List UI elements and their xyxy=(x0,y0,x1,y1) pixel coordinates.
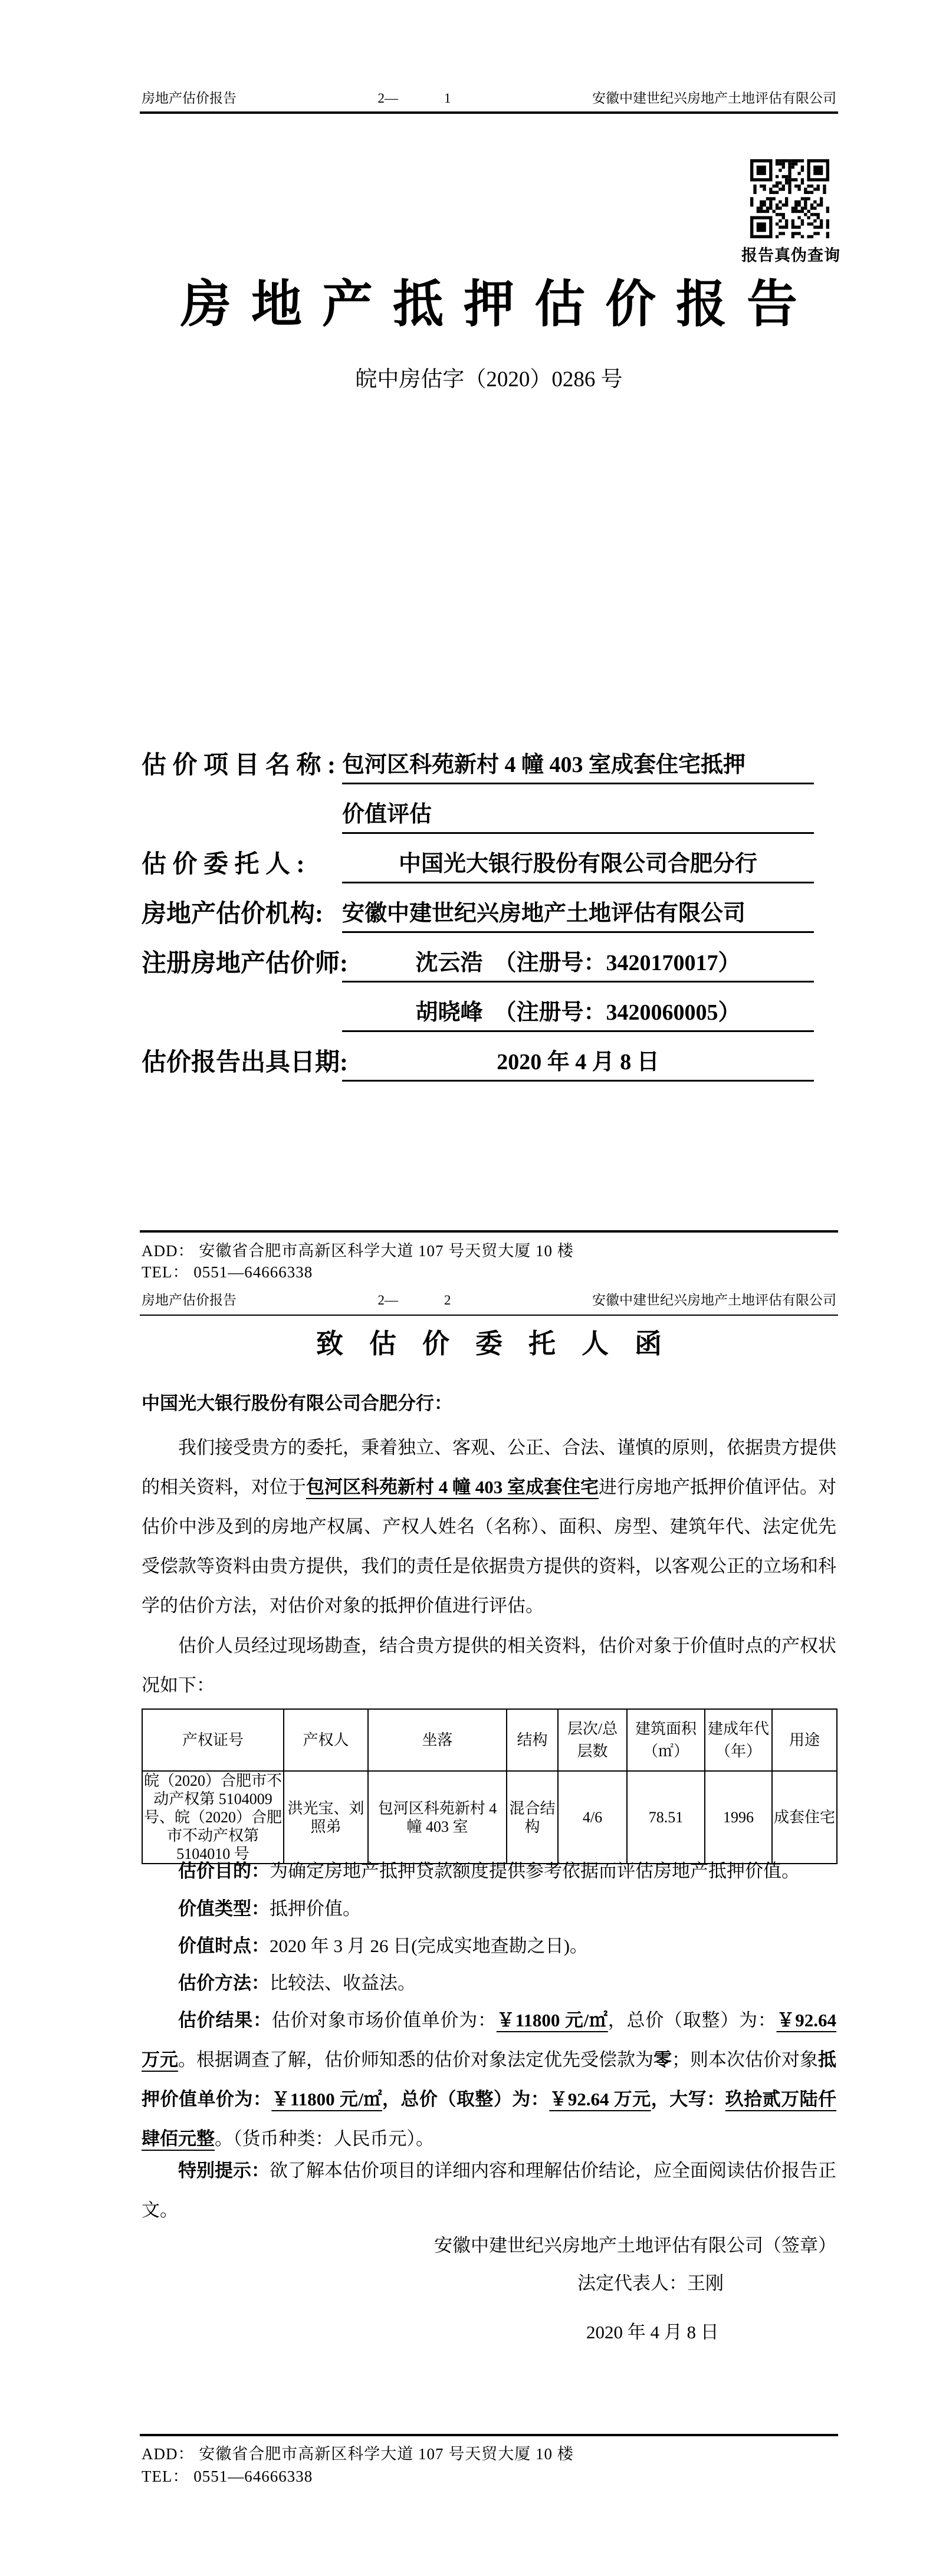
field-label: 估价方法： xyxy=(178,1973,270,1993)
zero-emphasis: 零 xyxy=(653,2049,672,2070)
field-value: 中国光大银行股份有限公司合肥分行 xyxy=(342,846,814,883)
field-value-type xyxy=(142,1889,836,1928)
page-number: 2 xyxy=(444,1293,451,1307)
page2-running-header xyxy=(142,1292,836,1309)
mortgage-unit-price-value: ￥11800 元/㎡ xyxy=(271,2089,382,2110)
page-number: 1 xyxy=(444,91,451,106)
col-header-floor: 层次/总层数 xyxy=(558,1709,627,1771)
field-label: 估价报告出具日期: xyxy=(142,1049,348,1076)
field-agency xyxy=(142,895,814,933)
col-header-cert-no: 产权证号 xyxy=(142,1709,284,1771)
para1-text: 进行房地产抵押价值评估。对估价中涉及到的房地产权属、产权人姓名（名称）、面积、房型、建筑年代、法定优先受偿款等资料由贵方提供，我们的责任是依据贵方提供的资料，以客观公正的立场和科学的估价方法，对估价对象的抵押价值进行评估。 xyxy=(142,1477,836,1616)
signature-legal-rep: 法定代表人：王刚 xyxy=(577,2273,724,2294)
field-value: 胡晓峰 （注册号：3420060005） xyxy=(342,994,814,1032)
para1-property-name: 包河区科苑新村 4 幢 403 室成套住宅 xyxy=(306,1477,599,1497)
cell-cert-no: 皖（2020）合肥市不动产权第 5104009 号、皖（2020）合肥市不动产权第 5104010 号 xyxy=(142,1771,284,1864)
result-text: 。根据调查了解，估价师知悉的估价对象法定优先受偿款为 xyxy=(178,2049,653,2070)
property-rights-table xyxy=(142,1708,838,1864)
special-notice xyxy=(142,2151,836,2230)
amount-in-words: 玖拾贰万陆仟肆佰元整 xyxy=(142,2089,837,2149)
page2-header-rule xyxy=(140,1315,838,1316)
cell-area: 78.51 xyxy=(627,1771,705,1864)
field-client xyxy=(142,846,814,883)
result-text: ，总价（取整）为： xyxy=(607,2010,777,2030)
page2-footer-phone: TEL： 0551—64666338 xyxy=(142,2467,313,2485)
table-data-row xyxy=(142,1771,837,1864)
field-value: 价值评估 xyxy=(342,796,814,834)
col-header-location: 坐落 xyxy=(368,1709,507,1771)
result-text: 估价对象市场价值单价为： xyxy=(271,2010,497,2030)
col-header-owner: 产权人 xyxy=(284,1709,368,1771)
page2-footer-address: ADD： 安徽省合肥市高新区科学大道 107 号天贸大厦 10 楼 xyxy=(142,2445,574,2463)
field-project-name-line2 xyxy=(142,796,814,834)
signature-company: 安徽中建世纪兴房地产土地评估有限公司（签章） xyxy=(434,2235,836,2256)
qr-caption: 报告真伪查询 xyxy=(741,247,840,264)
field-value: 安徽中建世纪兴房地产土地评估有限公司 xyxy=(342,895,814,933)
signature-date: 2020 年 4 月 8 日 xyxy=(586,2322,719,2342)
cell-year: 1996 xyxy=(705,1771,772,1864)
result-text: ，总价（取整）为： xyxy=(382,2089,550,2110)
page-number-group xyxy=(378,90,451,107)
doc-number: 皖中房估字（2020）0286 号 xyxy=(355,367,623,392)
page-number-prefix: 2— xyxy=(377,1293,398,1307)
field-label xyxy=(142,994,342,1032)
cell-structure: 混合结构 xyxy=(507,1771,558,1864)
field-label: 价值类型： xyxy=(178,1898,270,1919)
field-method xyxy=(142,1963,836,2003)
field-label: 房地产估价机构: xyxy=(142,901,323,928)
col-header-structure: 结构 xyxy=(507,1709,558,1771)
col-header-year: 建成年代（年） xyxy=(705,1709,772,1771)
field-value: 2020 年 4 月 8 日 xyxy=(342,1044,814,1082)
result-text: 。（货币种类：人民币元）。 xyxy=(215,2128,434,2149)
page-number-prefix: 2— xyxy=(377,91,398,106)
col-header-area: 建筑面积（㎡） xyxy=(627,1709,705,1771)
field-value: 抵押价值。 xyxy=(270,1898,361,1919)
page-number-group xyxy=(378,1292,451,1309)
total-price-value: ￥92.64 万元 xyxy=(142,2010,837,2070)
result-text: ，大写： xyxy=(651,2089,725,2110)
field-value: 为确定房地产抵押贷款额度提供参考依据而评估房地产抵押价值。 xyxy=(270,1861,800,1881)
qr-code xyxy=(750,159,829,238)
field-issue-date xyxy=(142,1044,814,1082)
page1-footer-address: ADD： 安徽省合肥市高新区科学大道 107 号天贸大厦 10 楼 xyxy=(142,1242,574,1260)
field-label: 价值时点： xyxy=(178,1936,270,1956)
field-label: 估 价 委 托 人 : xyxy=(142,851,305,878)
field-value: 2020 年 3 月 26 日(完成实地查勘之日)。 xyxy=(270,1936,588,1956)
cell-owner: 洪光宝、刘照弟 xyxy=(284,1771,368,1864)
running-header-company: 安徽中建世纪兴房地产土地评估有限公司 xyxy=(592,91,836,106)
field-label: 注册房地产估价师: xyxy=(142,950,348,977)
table-header-row xyxy=(142,1709,837,1771)
field-label: 估 价 项 目 名 称 : xyxy=(142,752,336,779)
col-header-use: 用途 xyxy=(772,1709,837,1771)
running-header-company: 安徽中建世纪兴房地产土地评估有限公司 xyxy=(592,1293,836,1307)
cover-fields xyxy=(142,747,814,1093)
salutation: 中国光大银行股份有限公司合肥分行： xyxy=(142,1393,452,1414)
result-text: ；则本次估价对象 xyxy=(672,2049,818,2070)
letter-paragraph-1 xyxy=(142,1428,836,1625)
result-paragraph xyxy=(142,2000,836,2158)
page2-footer-rule xyxy=(140,2434,838,2436)
field-value: 包河区科苑新村 4 幢 403 室成套住宅抵押 xyxy=(342,747,814,784)
running-header-doc-type: 房地产估价报告 xyxy=(142,1293,237,1307)
unit-price-value: ￥11800 元/㎡ xyxy=(496,2010,608,2030)
header-rule xyxy=(140,111,838,114)
field-appraiser-1 xyxy=(142,945,814,983)
cell-floor: 4/6 xyxy=(558,1771,627,1864)
field-value: 沈云浩 （注册号：3420170017） xyxy=(342,945,814,983)
para1-text: 我们接受贵方的委托，秉着独立、客观、公正、合法、谨慎的原则，依据贵方提供的相关资料，对位于 xyxy=(142,1437,836,1497)
mortgage-unit-price-label: 抵押价值单价为： xyxy=(142,2049,836,2110)
letter-title: 致估价委托人函 xyxy=(316,1329,688,1359)
field-label xyxy=(142,796,342,834)
result-label: 估价结果： xyxy=(178,2010,272,2030)
page1-running-header xyxy=(142,90,836,107)
cell-location: 包河区科苑新村 4 幢 403 室 xyxy=(368,1771,507,1864)
running-header-doc-type: 房地产估价报告 xyxy=(142,91,237,106)
notice-label: 特别提示： xyxy=(178,2160,270,2181)
letter-paragraph-2: 估价人员经过现场勘查，结合贵方提供的相关资料，估价对象于价值时点的产权状况如下： xyxy=(142,1635,836,1696)
mortgage-total-price-value: ￥92.64 万元 xyxy=(549,2089,651,2110)
field-appraiser-2 xyxy=(142,994,814,1032)
report-title: 房地产抵押估价报告 xyxy=(180,276,817,333)
field-label: 估价目的： xyxy=(178,1861,270,1881)
notice-text: 欲了解本估价项目的详细内容和理解估价结论，应全面阅读估价报告正文。 xyxy=(142,2160,836,2220)
cell-use: 成套住宅 xyxy=(772,1771,837,1864)
field-value-date xyxy=(142,1926,836,1966)
field-purpose xyxy=(142,1851,836,1891)
page1-footer-phone: TEL： 0551—64666338 xyxy=(142,1263,313,1281)
field-project-name xyxy=(142,747,814,784)
field-value: 比较法、收益法。 xyxy=(270,1973,416,1993)
page1-footer-rule xyxy=(140,1230,838,1233)
